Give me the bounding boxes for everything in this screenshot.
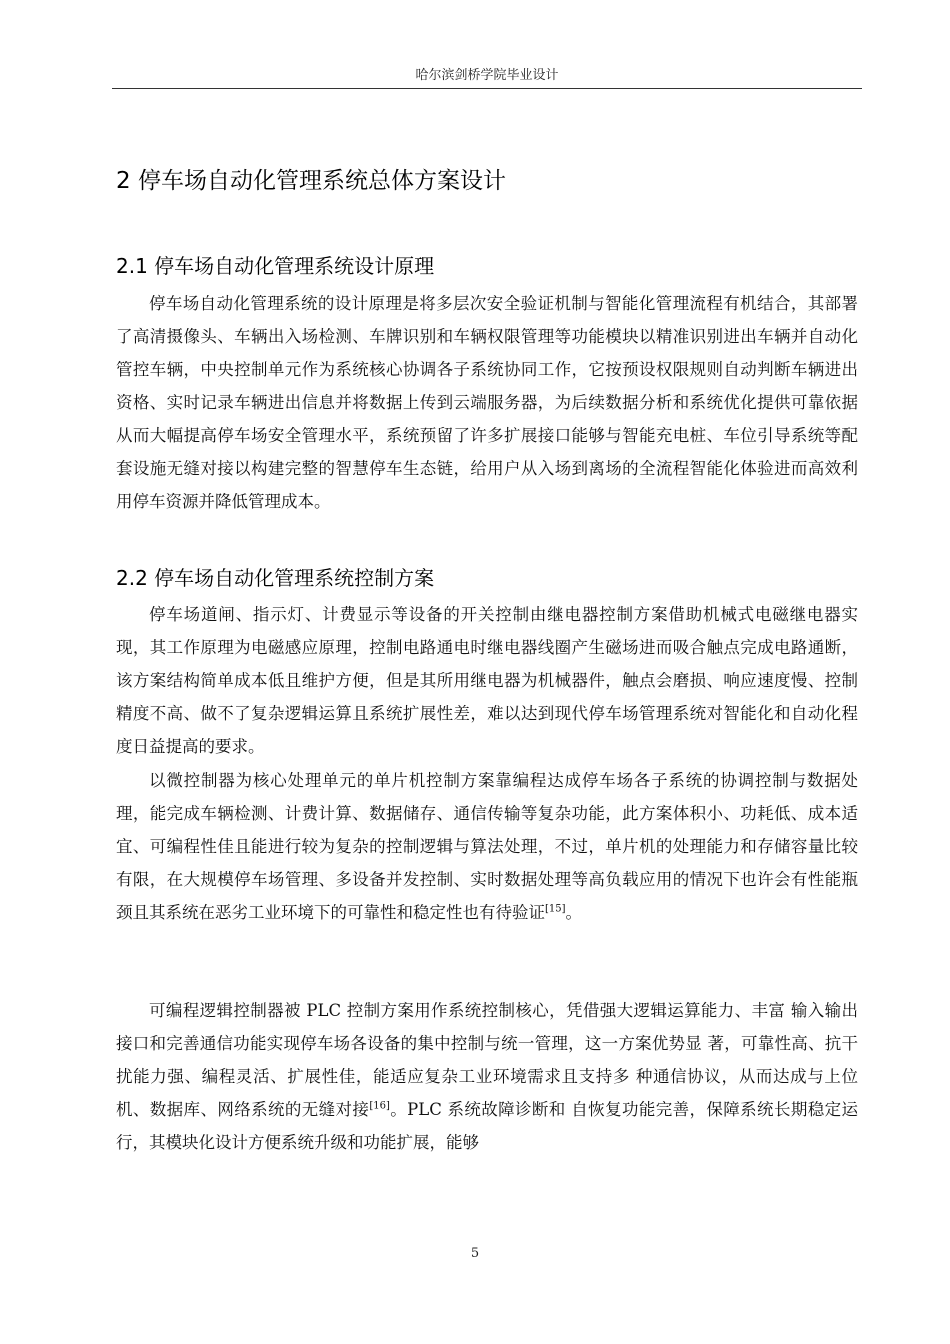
paragraph-text-tail: 。PLC 系统故障诊断和 自恢复功能完善，保障系统长期稳定运行，其模块化设计方便系统升级和功能扩展，能够 [116, 1100, 858, 1152]
paragraph-text: 以微控制器为核心处理单元的单片机控制方案靠编程达成停车场各子系统的协调控制与数据处理，能完成车辆检测、计费计算、数据储存、通信传输等复杂功能，此方案体积小、功耗低、成本适宜、可编程性佳且能进行较为复杂的控制逻辑与算法处理，不过，单片机的处理能力和存储容量比较有限，在大规模停车场管理、多设备并发控制、实时数据处理等高负载应用的情况下也许会有性能瓶颈且其系统在恶劣工业环境下的可靠性和稳定性也有待验证 [116, 771, 858, 922]
paragraph-text: 停车场自动化管理系统的设计原理是将多层次安全验证机制与智能化管理流程有机结合，其部署了高清摄像头、车辆出入场检测、车牌识别和车辆权限管理等功能模块以精准识别进出车辆并自动化管控车辆，中央控制单元作为系统核心协调各子系统协同工作，它按预设权限规则自动判断车辆进出资格、实时记录车辆进出信息并将数据上传到云端服务器，为后续数据分析和系统优化提供可靠依据从而大幅提高停车场安全管理水平，系统预留了许多扩展接口能够与智能充电桩、车位引导系统等配套设施无缝对接以构建完整的智慧停车生态链，给用户从入场到离场的全流程智能化体验进而高效利用停车资源并降低管理成本。 [116, 294, 858, 511]
chapter-heading: 2 停车场自动化管理系统总体方案设计 [116, 168, 506, 194]
paragraph-design-principle [116, 287, 858, 518]
paragraph-relay-control [116, 598, 858, 763]
paragraph-mcu-control [116, 764, 858, 929]
paragraph-text: 停车场道闸、指示灯、计费显示等设备的开关控制由继电器控制方案借助机械式电磁继电器实现，其工作原理为电磁感应原理，控制电路通电时继电器线圈产生磁场进而吸合触点完成电路通断，该方案结构简单成本低且维护方便，但是其所用继电器为机械器件，触点会磨损、响应速度慢、控制精度不高、做不了复杂逻辑运算且系统扩展性差，难以达到现代停车场管理系统对智能化和自动化程度日益提高的要求。 [116, 605, 858, 756]
paragraph-plc-control [116, 994, 858, 1159]
citation-15: [15] [545, 903, 566, 915]
page-header-title: 哈尔滨剑桥学院毕业设计 [415, 68, 559, 83]
section-heading-2-2: 2.2 停车场自动化管理系统控制方案 [116, 566, 435, 590]
citation-16: [16] [369, 1100, 390, 1112]
section-heading-2-1: 2.1 停车场自动化管理系统设计原理 [116, 254, 435, 278]
page-number: 5 [470, 1246, 480, 1261]
paragraph-text: 可编程逻辑控制器被 PLC 控制方案用作系统控制核心，凭借强大逻辑运算能力、丰富 输入输出接口和完善通信功能实现停车场各设备的集中控制与统一管理，这一方案优势显 著，可靠性高、抗干扰能力强、编程灵活、扩展性佳，能适应复杂工业环境需求且支持多 种通信协议，从而达成与上位机、数据库、网络系统的无缝对接 [116, 1001, 858, 1119]
paragraph-text-tail: 。 [565, 903, 583, 922]
header-divider [112, 88, 862, 89]
